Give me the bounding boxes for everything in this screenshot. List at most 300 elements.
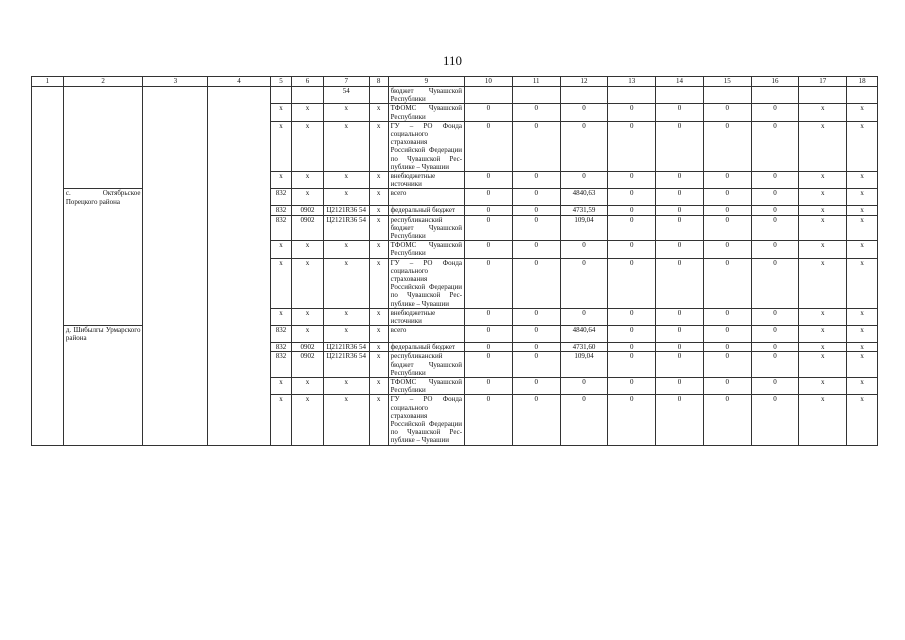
table-cell: 0 <box>656 215 704 241</box>
table-cell: 0 <box>512 189 560 206</box>
column-number: 8 <box>369 77 388 87</box>
table-cell: 0 <box>656 395 704 445</box>
table-cell: 4840,63 <box>560 189 608 206</box>
table-cell: x <box>369 121 388 171</box>
table-cell: 0 <box>608 352 656 378</box>
table-cell: x <box>323 258 369 308</box>
table-cell: 0 <box>608 377 656 394</box>
table-cell: 0 <box>751 343 799 352</box>
table-cell: федеральный бюджет <box>388 343 464 352</box>
table-cell: 0 <box>512 121 560 171</box>
table-cell: x <box>323 121 369 171</box>
table-cell: x <box>799 121 847 171</box>
table-cell: 0 <box>703 206 751 215</box>
table-cell: x <box>799 326 847 343</box>
table-cell: x <box>847 189 878 206</box>
table-cell: x <box>270 395 291 445</box>
column-number: 5 <box>270 77 291 87</box>
table-cell <box>143 343 208 352</box>
table-cell: x <box>323 395 369 445</box>
table-row <box>32 172 878 189</box>
table-cell: 0 <box>512 206 560 215</box>
table-cell: 0 <box>512 377 560 394</box>
table-cell: 0902 <box>292 215 324 241</box>
table-cell: x <box>292 377 324 394</box>
table-cell: 109,04 <box>560 215 608 241</box>
table-cell: 832 <box>270 206 291 215</box>
table-cell: 0 <box>608 215 656 241</box>
table-cell: x <box>369 377 388 394</box>
table-cell <box>143 377 208 394</box>
table-cell: 0 <box>465 343 513 352</box>
table-cell: x <box>847 215 878 241</box>
table-cell: 0 <box>465 104 513 121</box>
table-cell: x <box>323 189 369 206</box>
table-cell: x <box>799 241 847 258</box>
table-cell: x <box>369 172 388 189</box>
column-number: 16 <box>751 77 799 87</box>
table-cell: x <box>799 215 847 241</box>
table-cell <box>63 215 143 241</box>
table-cell: 832 <box>270 189 291 206</box>
table-cell <box>208 352 271 378</box>
table-row <box>32 87 878 104</box>
table-row <box>32 352 878 378</box>
table-cell <box>703 87 751 104</box>
table-row <box>32 121 878 171</box>
table-cell <box>32 326 64 343</box>
table-cell: 832 <box>270 215 291 241</box>
table-cell: федеральный бюджет <box>388 206 464 215</box>
table-cell: 0 <box>656 343 704 352</box>
table-cell: x <box>270 377 291 394</box>
column-number: 6 <box>292 77 324 87</box>
table-cell <box>63 206 143 215</box>
table-cell: 0 <box>703 121 751 171</box>
column-number: 7 <box>323 77 369 87</box>
table-cell: 0 <box>560 395 608 445</box>
table-cell: 0 <box>751 352 799 378</box>
table-cell: республиканский бюджет Чувашской Республики <box>388 215 464 241</box>
table-cell: x <box>847 172 878 189</box>
table-cell: x <box>847 241 878 258</box>
column-number: 12 <box>560 77 608 87</box>
table-cell: x <box>799 172 847 189</box>
table-cell: 0902 <box>292 343 324 352</box>
table-cell: бюджет Чувашской Республики <box>388 87 464 104</box>
table-cell: ТФОМС Чувашской Республики <box>388 241 464 258</box>
table-cell: x <box>369 326 388 343</box>
table-cell: 0 <box>703 258 751 308</box>
table-cell <box>32 104 64 121</box>
table-cell: 0 <box>608 326 656 343</box>
table-cell <box>208 377 271 394</box>
table-cell <box>208 104 271 121</box>
table-cell <box>32 215 64 241</box>
table-cell <box>208 395 271 445</box>
table-cell: x <box>799 343 847 352</box>
column-number: 9 <box>388 77 464 87</box>
table-cell <box>143 326 208 343</box>
table-cell: 832 <box>270 343 291 352</box>
column-number-row <box>32 77 878 87</box>
table-cell: ГУ – РО Фонда социального страхования Российской Федерации по Чувашской Республике – Чувашии <box>388 395 464 445</box>
table-cell: x <box>847 343 878 352</box>
table-cell: 0 <box>560 241 608 258</box>
table-cell <box>143 172 208 189</box>
table-cell: x <box>323 104 369 121</box>
table-cell: x <box>292 258 324 308</box>
table-cell: 0 <box>656 189 704 206</box>
table-cell <box>292 87 324 104</box>
table-cell: x <box>292 172 324 189</box>
table-cell: x <box>292 121 324 171</box>
table-cell <box>63 121 143 171</box>
table-cell: 0 <box>703 215 751 241</box>
table-cell: x <box>369 343 388 352</box>
table-cell: 0 <box>512 343 560 352</box>
table-cell <box>32 241 64 258</box>
table-cell: 0 <box>465 395 513 445</box>
table-cell: 0 <box>703 326 751 343</box>
table-cell: x <box>799 308 847 325</box>
table-header <box>32 77 878 87</box>
table-cell: 0 <box>751 172 799 189</box>
table-cell: 0 <box>465 215 513 241</box>
table-cell: 4731,60 <box>560 343 608 352</box>
table-cell: 832 <box>270 326 291 343</box>
table-cell: Ц2121R36 54 <box>323 343 369 352</box>
table-cell <box>799 87 847 104</box>
table-cell: x <box>369 395 388 445</box>
table-cell: 0 <box>608 172 656 189</box>
table-cell: всего <box>388 326 464 343</box>
table-cell <box>143 215 208 241</box>
table-cell: 4731,59 <box>560 206 608 215</box>
table-cell: ТФОМС Чувашской Республики <box>388 104 464 121</box>
table-cell: 0 <box>751 326 799 343</box>
column-number: 11 <box>512 77 560 87</box>
table-cell: 0 <box>751 121 799 171</box>
column-number: 15 <box>703 77 751 87</box>
table-cell: 0 <box>560 308 608 325</box>
table-cell: x <box>799 189 847 206</box>
table-cell <box>143 104 208 121</box>
table-cell <box>63 377 143 394</box>
table-cell: 0 <box>703 241 751 258</box>
table-cell: 0 <box>512 241 560 258</box>
table-cell: 0 <box>656 258 704 308</box>
table-cell <box>369 87 388 104</box>
table-cell <box>63 343 143 352</box>
column-number: 10 <box>465 77 513 87</box>
table-cell <box>208 121 271 171</box>
table-cell <box>208 87 271 104</box>
table-cell: x <box>799 258 847 308</box>
table-body <box>32 87 878 446</box>
table-cell: x <box>369 206 388 215</box>
table-cell <box>32 206 64 215</box>
table-cell: 0 <box>512 352 560 378</box>
table-cell: 0 <box>608 395 656 445</box>
table-cell <box>32 343 64 352</box>
table-cell <box>208 189 271 206</box>
table-cell: 0 <box>465 308 513 325</box>
table-cell: x <box>369 241 388 258</box>
table-cell: 0 <box>656 308 704 325</box>
table-cell <box>847 87 878 104</box>
table-cell: республиканский бюджет Чувашской Республики <box>388 352 464 378</box>
table-cell: x <box>270 241 291 258</box>
table-cell: 0 <box>608 308 656 325</box>
table-cell: x <box>847 121 878 171</box>
table-cell: x <box>270 172 291 189</box>
table-cell: 0 <box>512 172 560 189</box>
table-row <box>32 215 878 241</box>
table-cell: x <box>292 326 324 343</box>
table-cell <box>32 258 64 308</box>
table-cell: 0 <box>703 377 751 394</box>
table-cell: x <box>369 308 388 325</box>
table-cell: x <box>369 104 388 121</box>
table-cell: ТФОМС Чувашской Республики <box>388 377 464 394</box>
table-cell <box>63 395 143 445</box>
table-cell: Ц2121R36 54 <box>323 352 369 378</box>
table-cell: x <box>847 395 878 445</box>
table-cell: x <box>369 189 388 206</box>
table-cell: x <box>323 308 369 325</box>
table-cell: x <box>292 308 324 325</box>
table-cell: x <box>369 215 388 241</box>
table-cell: 0 <box>512 104 560 121</box>
table-cell <box>143 258 208 308</box>
table-cell <box>32 121 64 171</box>
table-cell: 0 <box>751 377 799 394</box>
table-cell: 0 <box>608 258 656 308</box>
table-cell: x <box>799 206 847 215</box>
table-cell <box>32 395 64 445</box>
table-cell: x <box>323 172 369 189</box>
table-cell: ГУ – РО Фонда социального страхования Российской Федерации по Чувашской Республике – Чувашии <box>388 258 464 308</box>
table-cell: 0 <box>703 104 751 121</box>
table-cell: x <box>799 395 847 445</box>
table-cell: всего <box>388 189 464 206</box>
table-cell: 0 <box>465 206 513 215</box>
table-cell <box>208 241 271 258</box>
table-cell: 0 <box>751 258 799 308</box>
table-cell: 0 <box>465 121 513 171</box>
table-cell: 0 <box>608 206 656 215</box>
table-cell: 0 <box>608 343 656 352</box>
table-cell <box>32 87 64 104</box>
table-cell: 0 <box>560 172 608 189</box>
table-cell: 0 <box>560 258 608 308</box>
table-cell: x <box>369 258 388 308</box>
table-cell: x <box>847 326 878 343</box>
table-cell <box>751 87 799 104</box>
column-number: 18 <box>847 77 878 87</box>
table-cell: 54 <box>323 87 369 104</box>
table-cell: 4840,64 <box>560 326 608 343</box>
table-row <box>32 343 878 352</box>
table-cell: 0902 <box>292 352 324 378</box>
table-cell <box>560 87 608 104</box>
column-number: 4 <box>208 77 271 87</box>
table-cell <box>208 343 271 352</box>
table-cell: д. Шибылгы Урмарского района <box>63 326 143 343</box>
table-cell: 0 <box>512 258 560 308</box>
table-cell <box>32 172 64 189</box>
table-cell <box>656 87 704 104</box>
table-cell <box>32 308 64 325</box>
table-cell: 0 <box>703 395 751 445</box>
table-cell: x <box>292 395 324 445</box>
table-cell: 0 <box>656 172 704 189</box>
table-cell: 0 <box>656 206 704 215</box>
table-cell: 0 <box>560 377 608 394</box>
table-cell <box>63 258 143 308</box>
table-cell: x <box>270 104 291 121</box>
column-number: 2 <box>63 77 143 87</box>
table-cell: 0 <box>560 121 608 171</box>
table-row <box>32 395 878 445</box>
table-cell <box>608 87 656 104</box>
table-cell: x <box>323 326 369 343</box>
table-cell <box>63 172 143 189</box>
table-row <box>32 241 878 258</box>
table-cell: 0 <box>465 352 513 378</box>
table-cell <box>208 206 271 215</box>
table-cell: Ц2121R36 54 <box>323 206 369 215</box>
table-cell: 0 <box>512 308 560 325</box>
table-cell: x <box>270 258 291 308</box>
table-cell: 0 <box>751 206 799 215</box>
table-cell: x <box>847 104 878 121</box>
table-cell <box>208 215 271 241</box>
table-cell <box>143 189 208 206</box>
table-cell <box>143 352 208 378</box>
table-cell <box>465 87 513 104</box>
column-number: 3 <box>143 77 208 87</box>
table-cell: 0 <box>465 241 513 258</box>
table-row <box>32 189 878 206</box>
table-cell <box>512 87 560 104</box>
table-cell: Ц2121R36 54 <box>323 215 369 241</box>
table-cell: 0 <box>751 241 799 258</box>
table-cell: 0 <box>751 215 799 241</box>
table-cell: x <box>847 377 878 394</box>
table-cell: 0 <box>512 215 560 241</box>
table-cell: 0 <box>751 104 799 121</box>
table-cell: 0 <box>656 241 704 258</box>
table-cell: x <box>847 206 878 215</box>
table-cell <box>143 395 208 445</box>
table-cell: 0 <box>703 352 751 378</box>
table-cell: x <box>323 377 369 394</box>
table-cell: x <box>292 241 324 258</box>
table-cell: x <box>323 241 369 258</box>
column-number: 13 <box>608 77 656 87</box>
table-cell: 0 <box>656 326 704 343</box>
table-cell: 0 <box>656 121 704 171</box>
table-cell: 0 <box>512 326 560 343</box>
table-cell <box>208 258 271 308</box>
table-cell: x <box>292 189 324 206</box>
table-cell: внебюджетные источники <box>388 308 464 325</box>
column-number: 1 <box>32 77 64 87</box>
table-cell: 109,04 <box>560 352 608 378</box>
table-row <box>32 258 878 308</box>
table-cell <box>208 308 271 325</box>
table-cell: x <box>799 352 847 378</box>
table-cell: x <box>847 258 878 308</box>
table-cell <box>208 326 271 343</box>
table-cell: x <box>270 308 291 325</box>
table-cell <box>32 377 64 394</box>
table-cell: 0 <box>465 326 513 343</box>
table-cell <box>63 104 143 121</box>
table-cell: x <box>847 352 878 378</box>
table-cell: ГУ – РО Фонда социального страхования Российской Федерации по Чувашской Республике – Чувашии <box>388 121 464 171</box>
table-cell <box>63 241 143 258</box>
table-row <box>32 206 878 215</box>
table-cell: 0 <box>608 104 656 121</box>
table-cell: 0 <box>512 395 560 445</box>
table-cell <box>270 87 291 104</box>
table-cell: x <box>292 104 324 121</box>
column-number: 14 <box>656 77 704 87</box>
table-cell <box>143 308 208 325</box>
table-cell: 0 <box>751 308 799 325</box>
table-cell: 0 <box>703 308 751 325</box>
table-cell <box>32 352 64 378</box>
table-cell: x <box>369 352 388 378</box>
table-cell: с. Октябрьское Порецкого района <box>63 189 143 206</box>
table-cell: 0 <box>465 377 513 394</box>
table-cell <box>63 308 143 325</box>
table-cell: 0 <box>751 189 799 206</box>
table-cell <box>208 172 271 189</box>
table-cell: x <box>799 104 847 121</box>
table-cell: 0 <box>608 189 656 206</box>
table-cell: 0 <box>465 258 513 308</box>
table-row <box>32 377 878 394</box>
table-cell: x <box>847 308 878 325</box>
table-cell <box>143 121 208 171</box>
table-cell <box>143 87 208 104</box>
table-cell <box>63 352 143 378</box>
table-cell: 0 <box>703 343 751 352</box>
table-cell: x <box>270 121 291 171</box>
table-cell: 0 <box>560 104 608 121</box>
table-cell: 0 <box>465 189 513 206</box>
page-number: 110 <box>442 53 463 68</box>
column-number: 17 <box>799 77 847 87</box>
table-cell: x <box>799 377 847 394</box>
table-cell <box>63 87 143 104</box>
table-cell: 832 <box>270 352 291 378</box>
table-cell: 0 <box>703 189 751 206</box>
table-cell: 0 <box>608 121 656 171</box>
table-row <box>32 308 878 325</box>
table-cell <box>143 241 208 258</box>
table-cell: 0 <box>751 395 799 445</box>
table-cell: 0902 <box>292 206 324 215</box>
table-cell: 0 <box>608 241 656 258</box>
table-row <box>32 104 878 121</box>
table-cell: внебюджетные источники <box>388 172 464 189</box>
table-cell: 0 <box>656 104 704 121</box>
